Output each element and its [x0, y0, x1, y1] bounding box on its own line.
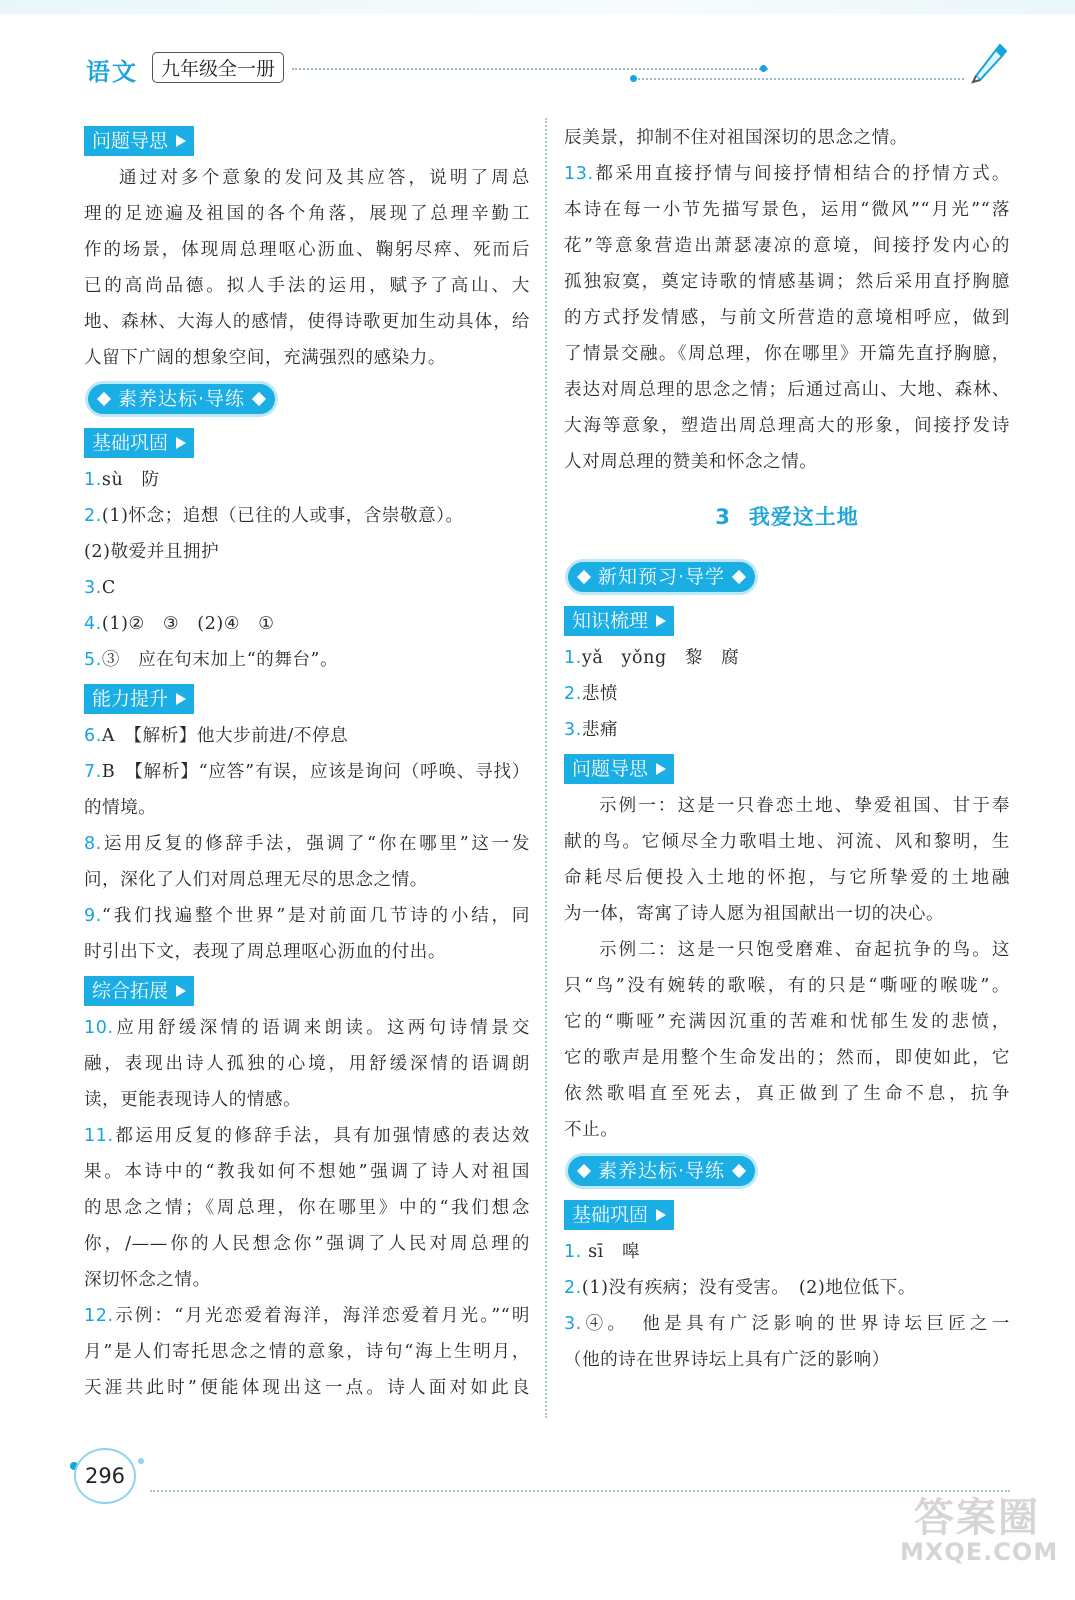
watermark-bottom-text: MXQE.COM — [900, 1538, 1059, 1566]
text-line — [84, 754, 530, 790]
text-line-content: sī 嗥 — [581, 1242, 641, 1262]
section-banner-pill — [568, 1156, 755, 1186]
column-divider — [545, 118, 547, 1418]
text-line — [564, 156, 1010, 192]
text-line-content: 人对周总理的赞美和怀念之情。 — [564, 452, 818, 472]
page-number: 296 — [74, 1448, 136, 1504]
right-column — [564, 120, 1010, 1378]
item-number: 4. — [84, 614, 102, 634]
text-line — [84, 1190, 530, 1226]
text-line — [84, 862, 530, 898]
text-line — [564, 1040, 1010, 1076]
header-dotted-rule — [292, 68, 768, 70]
text-line — [564, 300, 1010, 336]
text-line-content: 大海等意象，塑造出周总理高大的形象，间接抒发诗 — [564, 416, 1010, 436]
text-line — [84, 304, 530, 340]
text-line-content: 作的场景，体现周总理呕心沥血、鞠躬尽瘁、死而后 — [84, 240, 530, 260]
item-number: 1. — [564, 648, 582, 668]
text-line — [84, 268, 530, 304]
text-line-content: yǎ yǒng 黎 腐 — [581, 648, 740, 668]
page-header — [86, 46, 1016, 96]
text-line-content: 本诗在每一小节先描写景色，运用“微风”“月光”“落 — [564, 200, 1010, 220]
text-line-content: 花”等意象营造出萧瑟凄凉的意境，间接抒发内心的 — [564, 236, 1010, 256]
item-number: 9. — [84, 906, 102, 926]
text-line-content: (1)② ③ (2)④ ① — [101, 614, 275, 634]
text-line — [564, 1076, 1010, 1112]
text-line-content: 示例一：这是一只眷恋土地、挚爱祖国、甘于奉 — [599, 796, 1010, 816]
text-line — [84, 570, 530, 606]
text-line-content: 应用舒缓深情的语调来朗读。这两句诗情景交 — [113, 1018, 530, 1038]
text-line-content: 的方式抒发情感，与前文所营造的意境相呼应，做到 — [564, 308, 1010, 328]
text-line-content: 理的足迹遍及祖国的各个角落，展现了总理辛勤工 — [84, 204, 530, 224]
text-line — [564, 640, 1010, 676]
text-line-content: 不止。 — [564, 1120, 619, 1140]
header-dot — [630, 75, 637, 82]
text-line-content: 果。本诗中的“教我如何不想她”强调了诗人对祖国 — [84, 1162, 530, 1182]
text-line — [84, 1298, 530, 1334]
text-line — [84, 1046, 530, 1082]
section-banner-pill — [88, 384, 275, 414]
text-line-content: 通过对多个意象的发问及其应答，说明了周总 — [119, 168, 530, 188]
text-line-content: 悲愤 — [581, 684, 619, 704]
text-line — [84, 642, 530, 678]
section-tag — [84, 120, 530, 160]
text-line-content: 融，表现出诗人孤独的心境，用舒缓深情的语调朗 — [84, 1054, 530, 1074]
text-line-content: 问，深化了人们对周总理无尽的思念之情。 — [84, 870, 428, 890]
text-line — [84, 196, 530, 232]
section-banner-label: 素养达标·导练 — [118, 388, 246, 410]
text-line-content: 时引出下文，表现了周总理呕心沥血的付出。 — [84, 942, 446, 962]
diamond-icon — [732, 570, 746, 584]
text-line — [564, 372, 1010, 408]
text-line — [84, 1370, 530, 1406]
text-line — [84, 340, 530, 376]
item-number: 10. — [84, 1018, 114, 1038]
section-tag-label: 问题导思 — [84, 126, 194, 156]
text-line-content: 命耗尽后便投入土地的怀抱，与它所挚爱的土地融 — [564, 868, 1010, 888]
text-line-content: 孤独寂寞，奠定诗歌的情感基调；然后采用直抒胸臆 — [564, 272, 1010, 292]
item-number: 6. — [84, 726, 102, 746]
text-line — [564, 788, 1010, 824]
page-dot — [138, 1458, 144, 1464]
text-line-content: 天涯共此时”便能体现出这一点。诗人面对如此良 — [84, 1378, 530, 1398]
item-number: 1. — [84, 470, 102, 490]
section-tag — [84, 678, 530, 718]
text-line-content: 都运用反复的修辞手法，具有加强情感的表达效 — [113, 1126, 530, 1146]
section-banner — [564, 1148, 1010, 1194]
text-line-content: 人留下广阔的想象空间，充满强烈的感染力。 — [84, 348, 446, 368]
text-line — [84, 606, 530, 642]
section-banner — [84, 376, 530, 422]
text-line-content: B 【解析】“应答”有误，应该是询问（呼唤、寻找） — [101, 762, 530, 782]
text-line-content: 它的歌声是用整个生命发出的；然而，即使如此，它 — [564, 1048, 1010, 1068]
section-tag — [84, 422, 530, 462]
text-line — [564, 1306, 1010, 1342]
header-dot — [760, 65, 767, 72]
text-line — [564, 1234, 1010, 1270]
text-line-content: 地、森林、大海人的感情，使得诗歌更加生动具体，给 — [84, 312, 530, 332]
lesson-number: 3 — [715, 505, 731, 529]
left-column — [84, 120, 530, 1406]
text-line-content: 月”是人们寄托思念之情的意象，诗句“海上生明月， — [84, 1342, 530, 1362]
page-number-badge — [70, 1444, 150, 1504]
header-dotted-rule-2 — [634, 78, 964, 80]
section-tag — [84, 970, 530, 1010]
section-tag-label: 能力提升 — [84, 684, 194, 714]
item-number: 2. — [564, 684, 582, 704]
text-line — [84, 232, 530, 268]
item-number: 3. — [564, 720, 582, 740]
text-line — [84, 1082, 530, 1118]
section-banner-label: 素养达标·导练 — [598, 1160, 726, 1182]
text-line-content: 为一体，寄寓了诗人愿为祖国献出一切的决心。 — [564, 904, 945, 924]
text-line — [84, 1226, 530, 1262]
grade-label: 九年级全一册 — [152, 52, 284, 83]
text-line — [84, 1154, 530, 1190]
section-tag-label: 问题导思 — [564, 754, 674, 784]
text-line-content: (1)怀念；追想（已往的人或事，含崇敬意）。 — [101, 506, 464, 526]
section-banner — [564, 554, 1010, 600]
text-line — [84, 1118, 530, 1154]
text-line-content: (1)没有疾病；没有受害。 (2)地位低下。 — [581, 1278, 916, 1298]
item-number: 1. — [564, 1242, 582, 1262]
text-line-content: “我们找遍整个世界”是对前面几节诗的小结，同 — [101, 906, 530, 926]
section-tag-label: 综合拓展 — [84, 976, 194, 1006]
watermark-top-text: 答案圈 — [914, 1495, 1040, 1541]
text-line — [84, 160, 530, 196]
text-line — [84, 1334, 530, 1370]
text-line — [564, 968, 1010, 1004]
text-line-content: 你，/——你的人民想念你”强调了人民对周总理的 — [84, 1234, 530, 1254]
item-number: 5. — [84, 650, 102, 670]
text-line — [84, 534, 530, 570]
section-banner-pill — [568, 562, 755, 592]
text-line-content: 读，更能表现诗人的情感。 — [84, 1090, 302, 1110]
text-line — [564, 228, 1010, 264]
item-number: 2. — [84, 506, 102, 526]
item-number: 2. — [564, 1278, 582, 1298]
text-line — [564, 896, 1010, 932]
diamond-icon — [577, 1164, 591, 1178]
text-line — [84, 718, 530, 754]
text-line-content: 它的“嘶哑”充满因沉重的苦难和忧郁生发的悲愤， — [564, 1012, 1010, 1032]
text-line-content: 了情景交融。《周总理，你在哪里》开篇先直抒胸臆， — [564, 344, 1010, 364]
text-line — [84, 1262, 530, 1298]
subject-label: 语文 — [86, 58, 138, 86]
text-line — [564, 824, 1010, 860]
section-tag — [564, 1194, 1010, 1234]
text-line-content: C — [101, 578, 116, 598]
text-line-content: ③ 应在句末加上“的舞台”。 — [101, 650, 339, 670]
diamond-icon — [577, 570, 591, 584]
section-tag-label: 基础巩固 — [564, 1200, 674, 1230]
text-line — [564, 1342, 1010, 1378]
text-line — [564, 676, 1010, 712]
text-line — [564, 860, 1010, 896]
text-line — [564, 932, 1010, 968]
item-number: 3. — [84, 578, 102, 598]
item-number: 3. — [564, 1314, 582, 1334]
text-line-content: A 【解析】他大步前进/不停息 — [101, 726, 349, 746]
text-line — [564, 336, 1010, 372]
item-number: 12. — [84, 1306, 114, 1326]
text-line — [84, 898, 530, 934]
text-line — [84, 826, 530, 862]
diamond-icon — [732, 1164, 746, 1178]
text-line — [84, 790, 530, 826]
item-number: 11. — [84, 1126, 114, 1146]
section-tag — [564, 600, 1010, 640]
section-tag-label: 知识梳理 — [564, 606, 674, 636]
diamond-icon — [97, 392, 111, 406]
text-line — [84, 498, 530, 534]
lesson-title-text: 我爱这土地 — [748, 505, 859, 529]
pen-icon — [966, 40, 1010, 84]
text-line — [564, 264, 1010, 300]
text-line-content: 运用反复的修辞手法，强调了“你在哪里”这一发 — [101, 834, 530, 854]
text-line-content: 辰美景，抑制不住对祖国深切的思念之情。 — [564, 128, 908, 148]
section-tag — [564, 748, 1010, 788]
text-line-content: 的情境。 — [84, 798, 157, 818]
text-line-content: 已的高尚品德。拟人手法的运用，赋予了高山、大 — [84, 276, 530, 296]
footer-dotted-rule — [150, 1490, 1010, 1492]
text-line-content: 的思念之情；《周总理，你在哪里》中的“我们想念 — [84, 1198, 530, 1218]
section-banner-label: 新知预习·导学 — [598, 566, 726, 588]
text-line — [564, 120, 1010, 156]
text-line — [564, 1270, 1010, 1306]
text-line — [564, 408, 1010, 444]
section-tag-label: 基础巩固 — [84, 428, 194, 458]
text-line-content: 示例：“月光恋爱着海洋，海洋恋爱着月光。”“明 — [113, 1306, 530, 1326]
lesson-title — [564, 480, 1010, 554]
text-line — [84, 462, 530, 498]
text-line-content: （他的诗在世界诗坛上具有广泛的影响） — [564, 1350, 890, 1370]
text-line-content: 表达对周总理的思念之情；后通过高山、大地、森林、 — [564, 380, 1010, 400]
item-number: 7. — [84, 762, 102, 782]
item-number: 8. — [84, 834, 102, 854]
text-line-content: (2)敬爱并且拥护 — [84, 542, 220, 562]
text-line-content: 依然歌唱直至死去，真正做到了生命不息，抗争 — [564, 1084, 1010, 1104]
item-number: 13. — [564, 164, 594, 184]
text-line — [84, 934, 530, 970]
watermark-logo — [900, 1482, 1059, 1582]
text-line-content: 深切怀念之情。 — [84, 1270, 211, 1290]
text-line — [564, 1004, 1010, 1040]
text-line — [564, 712, 1010, 748]
text-line-content: 只“鸟”没有婉转的歌喉，有的只是“嘶哑的喉咙”。 — [564, 976, 1010, 996]
top-color-band — [0, 0, 1075, 14]
text-line — [564, 444, 1010, 480]
text-line-content: sù 防 — [101, 470, 160, 490]
diamond-icon — [252, 392, 266, 406]
text-line-content: 献的鸟。它倾尽全力歌唱土地、河流、风和黎明，生 — [564, 832, 1010, 852]
text-line — [564, 1112, 1010, 1148]
text-line — [564, 192, 1010, 228]
text-line-content: 悲痛 — [581, 720, 619, 740]
text-line — [84, 1010, 530, 1046]
text-line-content: 示例二：这是一只饱受磨难、奋起抗争的鸟。这 — [599, 940, 1010, 960]
text-line-content: 都采用直接抒情与间接抒情相结合的抒情方式。 — [593, 164, 1010, 184]
text-line-content: ④。 他是具有广泛影响的世界诗坛巨匠之一 — [581, 1314, 1010, 1334]
